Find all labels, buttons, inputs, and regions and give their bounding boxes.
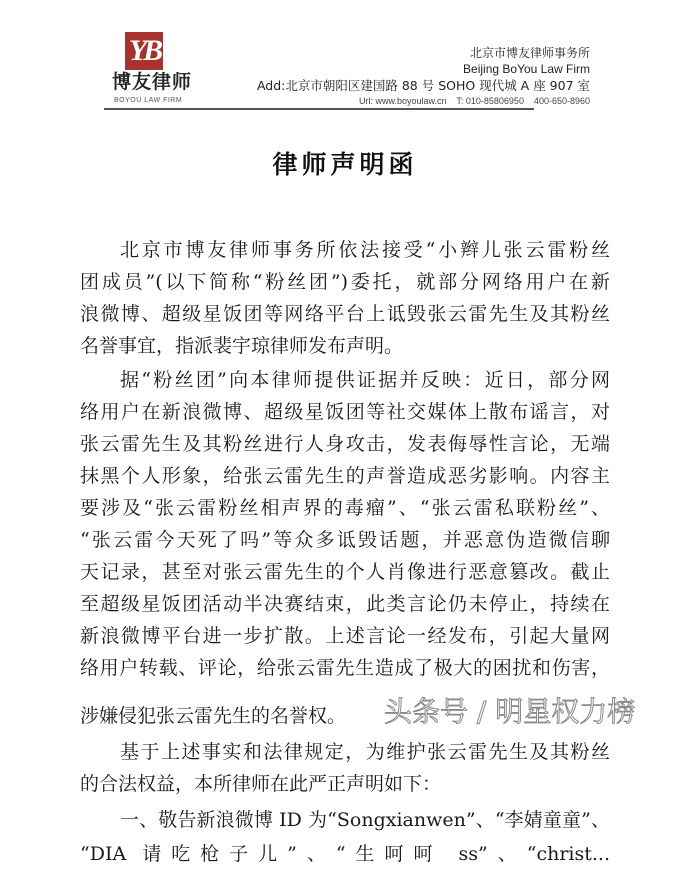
firm-name-en: Beijing BoYou Law Firm [463,62,590,76]
logo-english-name: BOYOU LAW FIRM [114,97,183,104]
body-line: 团成员”(以下简称“粉丝团”)委托，就部分网络用户在新 [80,271,610,293]
document-title: 律师声明函 [272,150,418,179]
body-line: 基于上述事实和法律规定，为维护张云雷先生及其粉丝 [120,741,610,763]
body-line: 抹黑个人形象，给张云雷先生的声誉造成恶劣影响。内容主 [80,465,610,487]
body-line: 一、敬告新浪微博 ID 为“Songxianwen”、“李婧童童”、 [120,809,610,831]
firm-name-cn: 北京市博友律师事务所 [469,46,590,60]
body-line: 张云雷先生及其粉丝进行人身攻击，发表侮辱性言论，无端 [80,433,610,455]
body-line: 据“粉丝团”向本律师提供证据并反映：近日，部分网 [120,369,610,391]
body-line: 络用户在新浪微博、超级星饭团等社交媒体上散布谣言，对 [80,401,610,423]
header-rule [104,108,534,110]
watermark: 头条号 / 明星权力榜 [384,695,636,728]
body-line: “张云雷今天死了吗”等众多诋毁话题，并恶意伪造微信聊 [80,529,610,551]
body-line: 天记录，甚至对张云雷先生的个人肖像进行恶意篡改。截止 [80,561,610,583]
firm-logo: YB [125,32,163,70]
body-line: 北京市博友律师事务所依法接受“小辫儿张云雷粉丝 [120,239,610,261]
firm-contact: Url: www.boyoulaw.cn T: 010-85806950 400-650-8960 [359,96,590,106]
body-line: 浪微博、超级星饭团等网络平台上诋毁张云雷先生及其粉丝 [80,303,610,325]
body-line: 要涉及“张云雷粉丝相声界的毒瘤”、“张云雷私联粉丝”、 [80,497,610,519]
body-line: 名誉事宜，指派裴宇琼律师发布声明。 [80,335,404,357]
body-line: 至超级星饭团活动半决赛结束，此类言论仍未停止，持续在 [80,593,610,615]
body-line: 的合法权益，本所律师在此严正声明如下： [80,773,442,795]
body-line: “DIA 请吃枪子儿”、“生呵呵 ss”、“christ... [80,843,610,865]
body-line: 络用户转载、评论，给张云雷先生造成了极大的困扰和伤害， [80,657,610,679]
logo-chinese-name: 博友律师 [112,71,193,93]
firm-address: Add:北京市朝阳区建国路 88 号 SOHO 现代城 A 座 907 室 [256,78,590,93]
body-line: 涉嫌侵犯张云雷先生的名誉权。 [80,705,347,727]
body-line: 新浪微博平台进一步扩散。上述言论一经发布，引起大量网 [80,625,610,647]
